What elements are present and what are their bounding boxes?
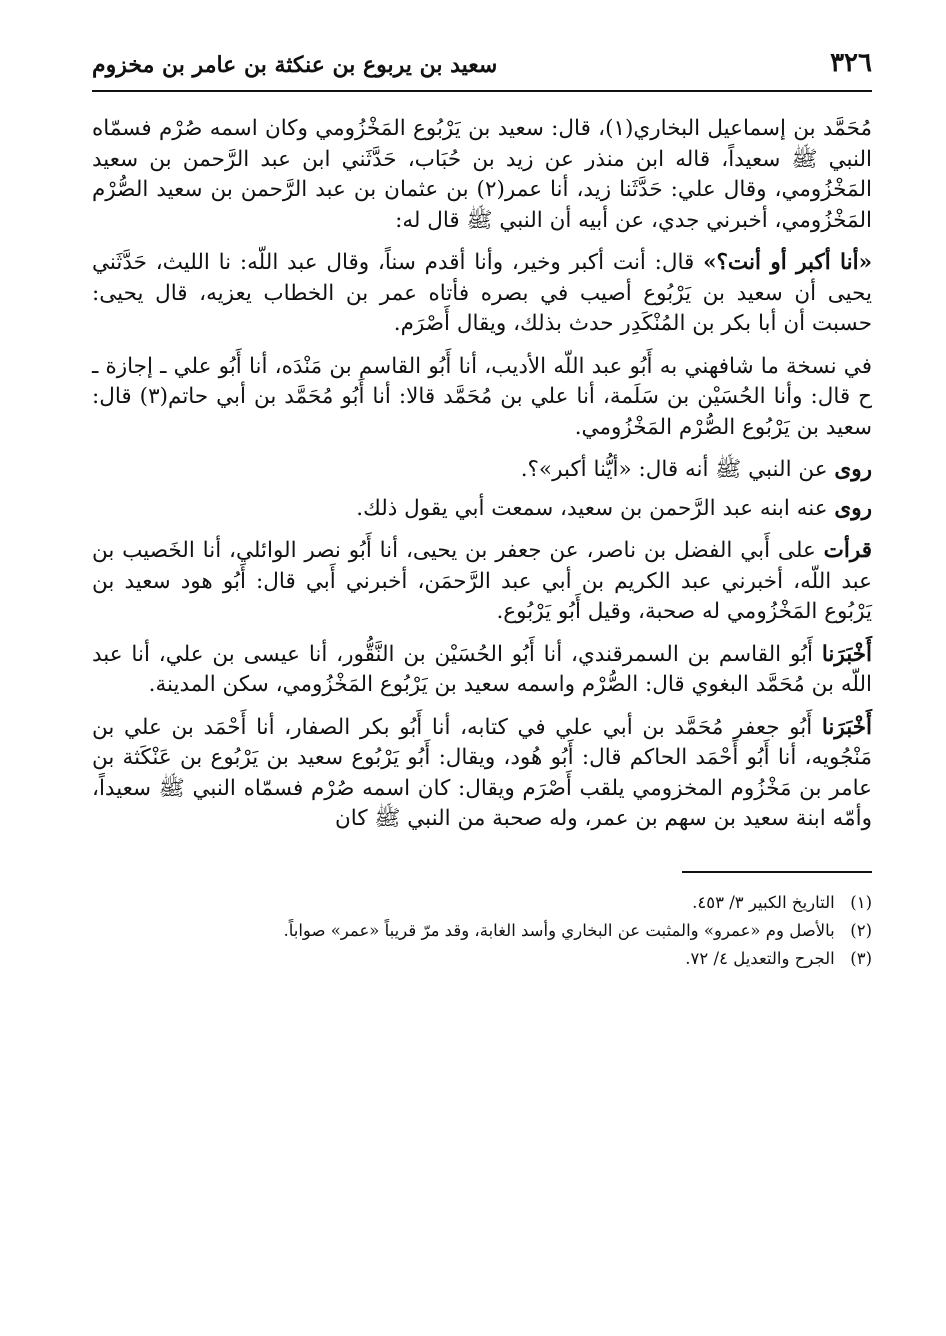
paragraph-8 [92, 713, 872, 835]
paragraph-text: في نسخة ما شافهني به أَبُو عبد اللّه الأديب، أنا أَبُو القاسم بن مَنْدَه، أنا أَبُو علي ـ إجازة ـ ح قال: وأنا الحُسَيْن بن سَلَمة، أنا علي بن مُحَمَّد قالا: أنا أَبُو مُحَمَّد بن أبي حاتم(٣) قال: سعيد بن يَرْبُوع الصُّرْم المَخْزُومي. [92, 353, 872, 440]
paragraph-4 [92, 455, 872, 486]
paragraph-text: مُحَمَّد بن إسماعيل البخاري(١)، قال: سعيد بن يَرْبُوع المَخْزُومي وكان اسمه صُرْم فسمّاه النبي ﷺ سعيداً، قاله ابن منذر عن زيد بن حُبَاب، حَدَّثَني ابن عبد الرَّحمن بن سعيد المَخْزُومي، وقال علي: حَدَّثَنا زيد، أنا عمر(٢) بن عثمان بن عبد الرَّحمن بن سعيد الصُّرْم المَخْزُومي، أخبرني جدي، عن أبيه أن النبي ﷺ قال له: [92, 116, 873, 233]
paragraph-text: أَبُو القاسم بن السمرقندي، أنا أَبُو الحُسَيْن بن النَّقُّور، أنا عيسى بن علي، أنا عبد اللّه بن مُحَمَّد البغوي قال: الصُّرْم واسمه سعيد بن يَرْبُوع المَخْزُومي، سكن المدينة. [92, 641, 872, 697]
footnote-number: (٣) [850, 948, 872, 968]
footnote-number: (١) [850, 892, 872, 912]
paragraph-2 [92, 248, 872, 340]
paragraph-text: قال: أنت أكبر وخير، وأنا أقدم سناً، وقال عبد اللّه: نا الليث، حَدَّثَني يحيى أن سعيد بن يَرْبُوع أصيب في بصره فأتاه عمر بن الخطاب يعزيه، قال يحيى: حسبت أن أبا بكر بن المُنْكَدِر حدث بذلك، ويقال أَصْرَم. [92, 250, 872, 336]
paragraph-text: عن النبي ﷺ أنه قال: «أيُّنا أكبر»؟. [520, 457, 835, 482]
paragraph-lead: قرأت [823, 538, 872, 563]
paragraph-lead: روى [834, 457, 872, 482]
paragraph-5 [92, 494, 872, 525]
paragraph-3 [92, 352, 872, 444]
footnote-2 [92, 917, 872, 945]
footnote-separator [682, 871, 872, 873]
paragraph-lead: روى [834, 495, 872, 521]
running-head [92, 40, 872, 92]
main-text [92, 114, 872, 835]
page-number: ٣٢٦ [830, 48, 872, 78]
paragraph-lead: «أنا أكبر أو أنت؟» [703, 250, 873, 275]
paragraph-1 [92, 114, 872, 236]
paragraph-text: عنه ابنه عبد الرَّحمن بن سعيد، سمعت أبي يقول ذلك. [356, 495, 835, 521]
paragraph-lead: أَخْبَرَنا [821, 641, 872, 667]
footnote-text: التاريخ الكبير ٣/ ٤٥٣. [692, 892, 835, 912]
paragraph-7 [92, 640, 872, 701]
paragraph-lead: أَخْبَرَنا [821, 714, 872, 740]
paragraph-text: أَبُو جعفر مُحَمَّد بن أبي علي في كتابه، أنا أَبُو بكر الصفار، أنا أَحْمَد بن علي بن مَنْجُويه، أنا أَبُو أَحْمَد الحاكم قال: أَبُو هُود، ويقال: أَبُو يَرْبُوع سعيد بن يَرْبُوع بن عَنْكَثة بن عامر بن مَخْزُوم المخزومي يلقب أَصْرَم ويقال: كان اسمه صُرْم فسمّاه النبي ﷺ سعيداً، وأمّه ابنة سعيد بن سهم بن عمر، وله صحبة من النبي ﷺ كان [92, 714, 872, 831]
footnote-number: (٢) [850, 920, 872, 940]
footnote-text: الجرح والتعديل ٤/ ٧٢. [685, 948, 835, 968]
running-title: سعيد بن يربوع بن عنكثة بن عامر بن مخزوم [92, 52, 498, 78]
footnotes [92, 889, 872, 973]
document-page [92, 40, 872, 973]
footnote-1 [92, 889, 872, 917]
footnote-text: بالأصل وم «عمرو» والمثبت عن البخاري وأسد الغابة، وقد مرّ قريباً «عمر» صواباً. [283, 920, 835, 940]
paragraph-text: على أَبي الفضل بن ناصر، عن جعفر بن يحيى، أنا أَبُو نصر الوائلي، أنا الخَصيب بن عبد اللّه، أخبرني عبد الكريم بن أبي عبد الرَّحمَن، أخبرني أَبي قال: أَبُو هود سعيد بن يَرْبُوع المَخْزُومي له صحبة، وقيل أَبُو يَرْبُوع. [92, 538, 872, 624]
footnote-3 [92, 945, 872, 973]
paragraph-6 [92, 536, 872, 628]
